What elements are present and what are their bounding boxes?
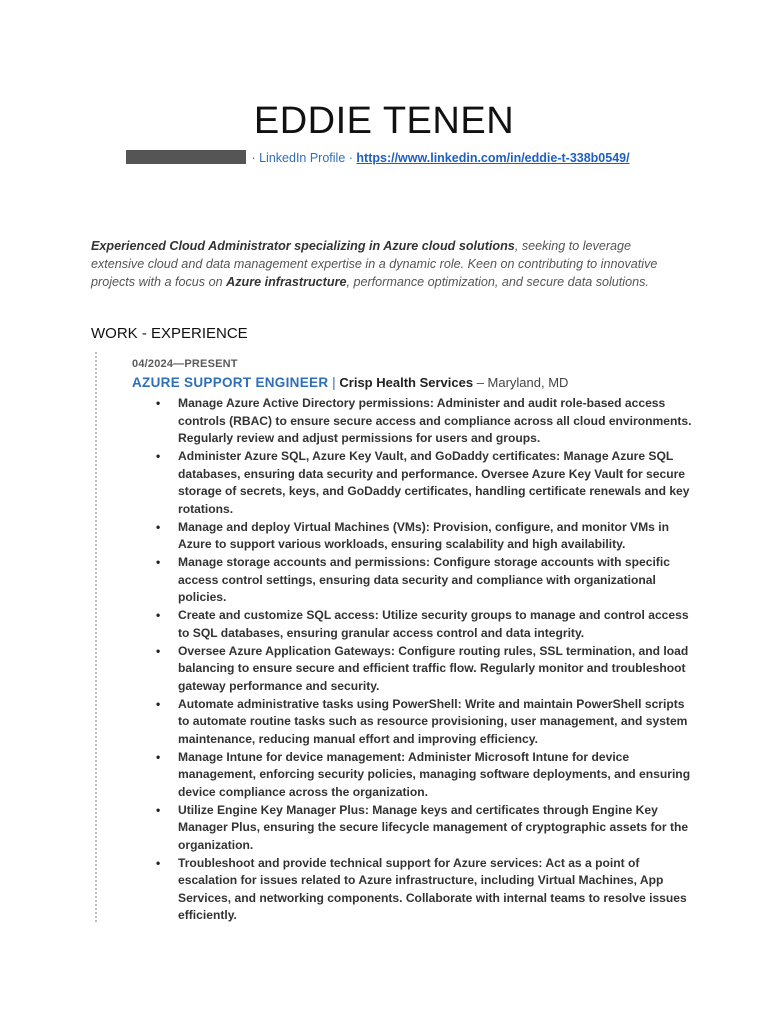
title-separator: | (328, 375, 340, 390)
contact-line (126, 149, 630, 167)
redacted-contact-block (126, 150, 246, 164)
job-title: AZURE SUPPORT ENGINEER (132, 375, 329, 390)
company-name: Crisp Health Services (339, 375, 474, 390)
list-item: • Automate administrative tasks using PowerShell: Write and maintain PowerShell scripts to automate routine tasks such as resource provisioning, user management, and system maintenance, reducing manual effort and improving efficiency. (178, 696, 692, 749)
candidate-name: EDDIE TENEN (253, 100, 515, 142)
linkedin-label: LinkedIn Profile (259, 151, 346, 165)
summary-text: , performance optimization, and secure data solutions. (346, 275, 649, 289)
responsibility-list (132, 395, 692, 925)
list-item: • Manage Intune for device management: Administer Microsoft Intune for device management, enforcing security policies, managing software deployments, and ensuring device compliance across the organization. (178, 749, 692, 802)
timeline-divider (95, 352, 97, 922)
list-item: • Oversee Azure Application Gateways: Configure routing rules, SSL termination, and load balancing to ensure secure and efficient traffic flow. Regularly monitor and troubleshoot gateway performance and security. (178, 643, 692, 696)
contact-separator: · (248, 151, 260, 165)
linkedin-link[interactable]: https://www.linkedin.com/in/eddie-t-338b0549/ (356, 151, 630, 165)
job-date: 04/2024—PRESENT (132, 358, 238, 370)
list-item: • Administer Azure SQL, Azure Key Vault, and GoDaddy certificates: Manage Azure SQL databases, ensuring data security and performance. Oversee Azure Key Vault for secure storage of secrets, keys, and GoDaddy certificates, handling certificate renewals and key rotations. (178, 448, 692, 518)
job-entry (132, 357, 692, 925)
list-item: • Manage and deploy Virtual Machines (VMs): Provision, configure, and monitor VMs in Azure to support various workloads, ensuring scalability and high availability. (178, 519, 692, 554)
job-location: – Maryland, MD (473, 375, 569, 390)
professional-summary (91, 237, 676, 291)
list-item: • Troubleshoot and provide technical support for Azure services: Act as a point of escalation for issues related to Azure infrastructure, including Virtual Machines, App Services, and networking components. Collaborate with internal teams to resolve issues efficiently. (178, 855, 692, 925)
section-heading-work-experience: WORK - EXPERIENCE (91, 325, 248, 342)
job-title-line (132, 373, 692, 392)
list-item: • Create and customize SQL access: Utilize security groups to manage and control access to SQL databases, ensuring granular access control and data integrity. (178, 607, 692, 642)
list-item: • Manage Azure Active Directory permissions: Administer and audit role-based access controls (RBAC) to ensure secure access and compliance across all cloud environments. Regularly review and adjust permissions for users and groups. (178, 395, 692, 448)
summary-focus: Azure infrastructure (226, 275, 347, 289)
list-item: • Utilize Engine Key Manager Plus: Manage keys and certificates through Engine Key Manager Plus, ensuring the secure lifecycle management of cryptographic assets for the organization. (178, 802, 692, 855)
summary-lead: Experienced Cloud Administrator specializing in Azure cloud solutions (91, 239, 515, 253)
summary-text: , seeking to leverage extensive cloud and data management expertise in a dynamic role. Keen on contributing to innovative projects with a focus on (91, 239, 658, 289)
list-item: • Manage storage accounts and permissions: Configure storage accounts with specific access control settings, ensuring data security and compliance with organizational policies. (178, 554, 692, 607)
contact-separator: · (345, 151, 357, 165)
